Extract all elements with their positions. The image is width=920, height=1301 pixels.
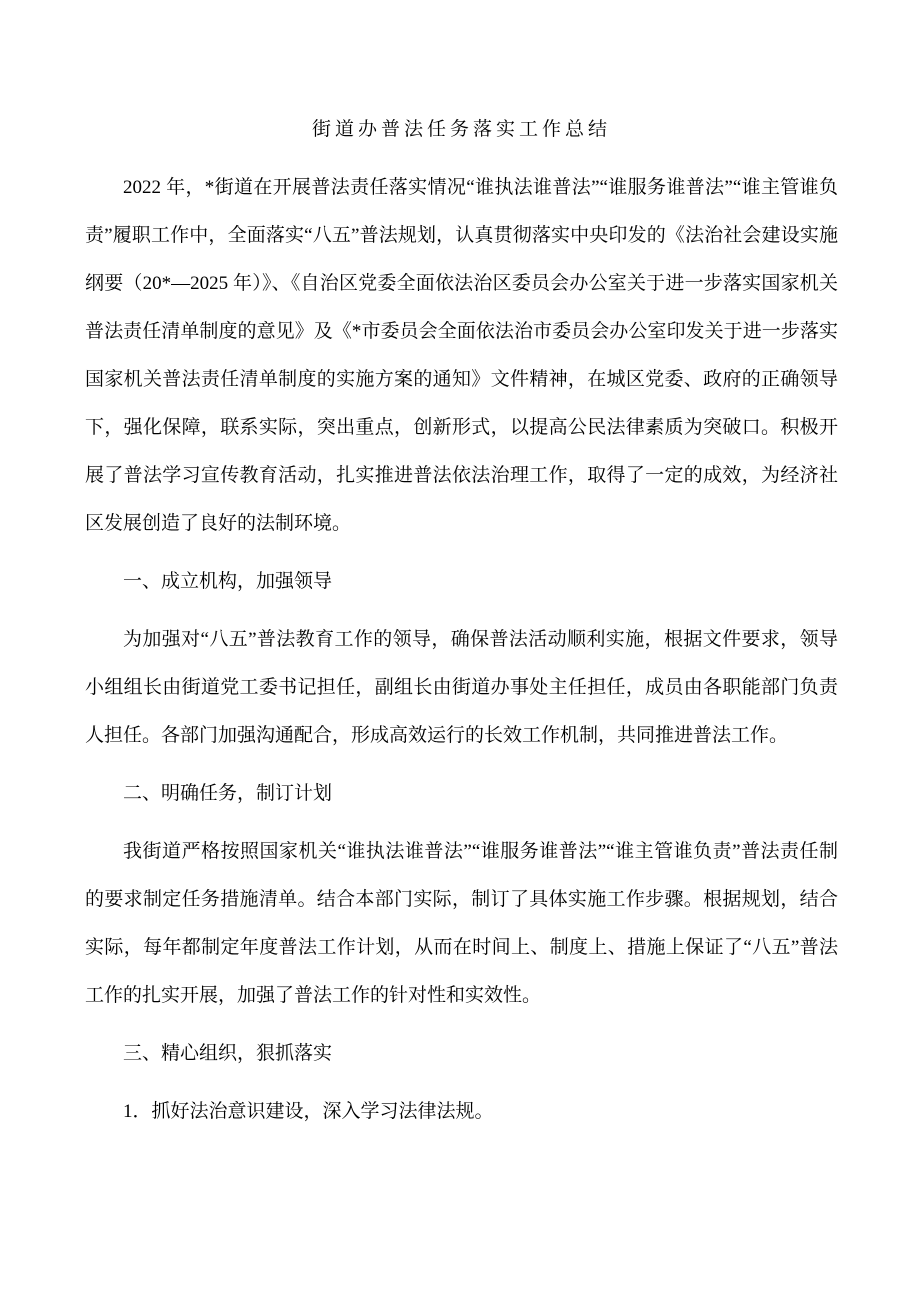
document-title: 街道办普法任务落实工作总结 (311, 119, 611, 140)
section-1-paragraph: 为加强对“八五”普法教育工作的领导，确保普法活动顺利实施，根据文件要求，领导小组组长由街道党工委书记担任，副组长由街道办事处主任担任，成员由各职能部门负责人担任。各部门加强沟通配合，形成高效运行的长效工作机制，共同推进普法工作。 (85, 629, 838, 746)
section-2-paragraph: 我街道严格按照国家机关“谁执法谁普法”“谁服务谁普法”“谁主管谁负责”普法责任制的要求制定任务措施清单。结合本部门实际，制订了具体实施工作步骤。根据规划，结合实际，每年都制定年度普法工作计划，从而在时间上、制度上、措施上保证了“八五”普法工作的扎实开展，加强了普法工作的针对性和实效性。 (85, 841, 838, 1006)
section-1-heading: 一、成立机构，加强领导 (123, 571, 333, 592)
section-2-heading: 二、明确任务，制订计划 (123, 783, 333, 804)
section-3-heading: 三、精心组织，狠抓落实 (123, 1043, 333, 1064)
section-3-item-1: 1．抓好法治意识建设，深入学习法律法规。 (123, 1101, 494, 1122)
intro-paragraph: 2022 年，*街道在开展普法责任落实情况“谁执法谁普法”“谁服务谁普法”“谁主管谁负责”履职工作中，全面落实“八五”普法规划，认真贯彻落实中央印发的《法治社会建设实施纲要（20*—2025 年）》、《自治区党委全面依法治区委员会办公室关于进一步落实国家机关普法责任清单制度的意见》及《*市委员会全面依法治市委员会办公室印发关于进一步落实国家机关普法责任清单制度的实施方案的通知》文件精神，在城区党委、政府的正确领导下，强化保障，联系实际，突出重点，创新形式，以提高公民法律素质为突破口。积极开展了普法学习宣传教育活动，扎实推进普法依法治理工作，取得了一定的成效，为经济社区发展创造了良好的法制环境。 (85, 177, 838, 534)
